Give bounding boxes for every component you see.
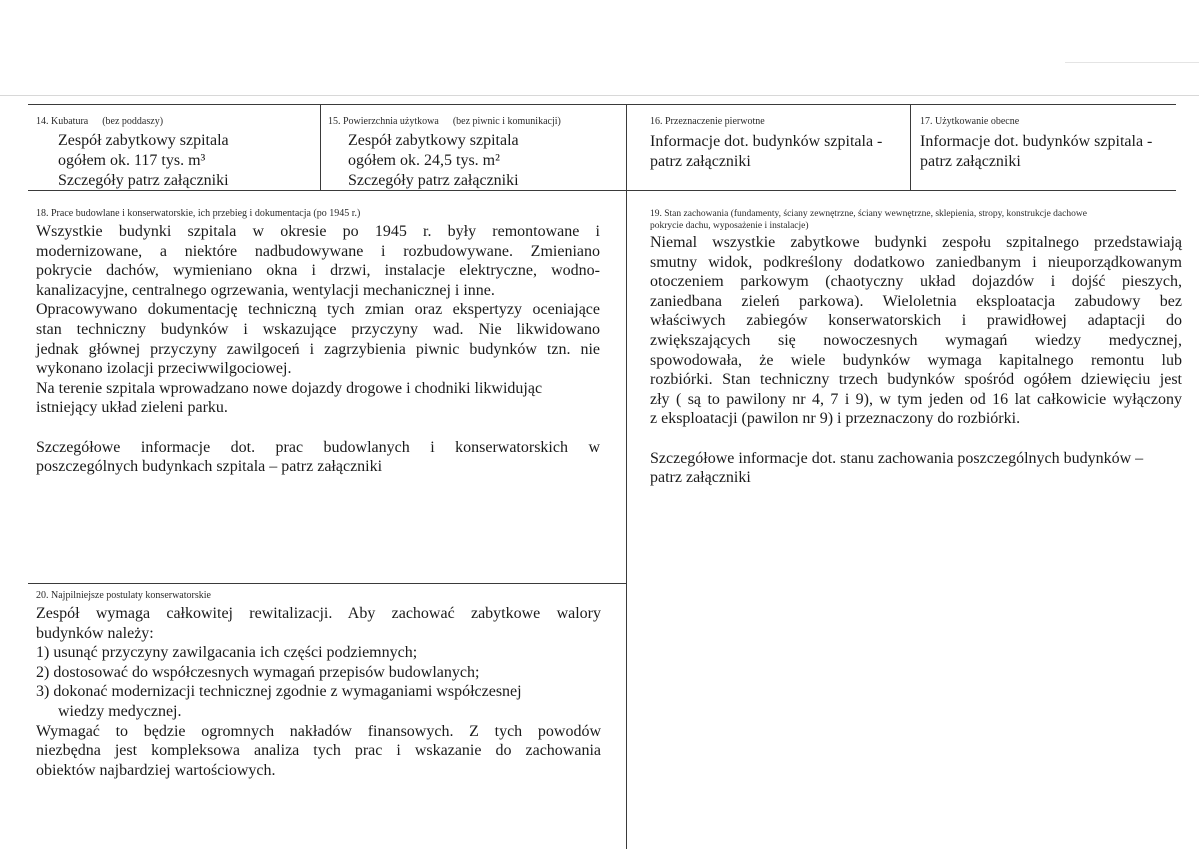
field-16-line-2: patrz załączniki xyxy=(650,153,751,170)
field-20-conservation-postulates xyxy=(36,590,601,780)
field-20-line-8: niezbędna jest kompleksowa analiza tych prac i wskazanie do zachowania xyxy=(36,742,601,760)
grid-line-row2-bottom xyxy=(28,583,626,584)
field-14-cubature xyxy=(36,116,316,191)
field-15-usable-area xyxy=(328,116,623,191)
field-14-sublabel: (bez poddaszy) xyxy=(102,116,164,127)
field-19-line-9: zły ( są to pawilony nr 4, 7 i 9), w tym jeden od 16 lat całkowicie wyłączony xyxy=(650,390,1182,408)
field-19-line-6: zwiększających się nowoczesnych wymagań wiedzy medycznej, xyxy=(650,331,1182,349)
paragraph-gap xyxy=(36,418,600,438)
grid-line-col1 xyxy=(320,104,321,190)
scan-line-top xyxy=(0,95,1199,96)
field-19-label-line-2: pokrycie dachu, wyposażenie i instalacje) xyxy=(650,221,809,231)
field-19-line-1: Niemal wszystkie zabytkowe budynki zespołu szpitalnego przedstawiają xyxy=(650,234,1182,251)
field-15-label: 15. Powierzchnia użytkowa xyxy=(328,116,439,127)
field-14-label-row xyxy=(36,116,316,128)
field-17-line-1: Informacje dot. budynków szpitala - xyxy=(920,133,1153,150)
field-19-line-13: patrz załączniki xyxy=(650,469,751,487)
field-19-line-12: Szczegółowe informacje dot. stanu zachowania poszczególnych budynków – xyxy=(650,449,1144,467)
field-20-line-3: 1) usunąć przyczyny zawilgacania ich części podziemnych; xyxy=(36,644,418,662)
field-18-line-12: Szczegółowe informacje dot. prac budowlanych i konserwatorskich w xyxy=(36,438,600,456)
field-17-label: 17. Użytkowanie obecne xyxy=(920,116,1020,127)
field-17-current-use xyxy=(920,116,1176,172)
field-19-line-3: otoczeniem parkowym (chaotyczny układ dojazdów i dojść pieszych, xyxy=(650,273,1182,291)
field-19-line-2: smutny widok, podkreślony dodatkowo zaniedbanym i nieuporządkowanym xyxy=(650,253,1182,271)
field-15-line-3: Szczegóły patrz załączniki xyxy=(348,172,519,189)
field-19-line-8: rozbiórki. Stan techniczny trzech budynków spośród ogółem dziewięciu jest xyxy=(650,371,1182,389)
field-19-line-5: właściwych zabiegów konserwatorskich i prawidłowej adaptacji do xyxy=(650,312,1182,330)
field-18-line-8: wykonano izolacji przeciwwilgociowej. xyxy=(36,360,292,378)
field-16-label: 16. Przeznaczenie pierwotne xyxy=(650,116,765,127)
field-19-label-line-1: 19. Stan zachowania (fundamenty, ściany zewnętrzne, ściany wewnętrzne, sklepienia, stropy, konstrukcje dachowe xyxy=(650,209,1087,219)
field-15-line-1: Zespół zabytkowy szpitala xyxy=(348,132,519,149)
field-20-line-4: 2) dostosować do współczesnych wymagań przepisów budowlanych; xyxy=(36,663,480,681)
field-15-line-2: ogółem ok. 24,5 tys. m² xyxy=(348,152,500,169)
field-14-label: 14. Kubatura xyxy=(36,116,89,127)
field-20-line-9: obiektów najbardziej wartościowych. xyxy=(36,761,276,779)
field-18-line-4: kanalizacyjne, centralnego ogrzewania, wentylacji mechanicznej i inne. xyxy=(36,281,495,299)
field-15-sublabel: (bez piwnic i komunikacji) xyxy=(452,116,561,127)
field-14-line-1: Zespół zabytkowy szpitala xyxy=(58,132,229,149)
field-20-line-1: Zespół wymaga całkowitej rewitalizacji. Aby zachować zabytkowe walory xyxy=(36,605,601,622)
grid-line-col3 xyxy=(910,104,911,190)
field-19-state-of-preservation xyxy=(650,208,1182,488)
scan-line-right xyxy=(1065,62,1199,63)
field-14-line-3: Szczegóły patrz załączniki xyxy=(58,172,229,189)
field-16-original-purpose xyxy=(650,116,908,172)
paragraph-gap xyxy=(650,429,1182,449)
field-18-label: 18. Prace budowlane i konserwatorskie, ich przebieg i dokumentacja (po 1945 r.) xyxy=(36,208,361,219)
field-17-line-2: patrz załączniki xyxy=(920,153,1021,170)
field-18-line-6: stan techniczny budynków i wskazujące przyczyny wad. Nie likwidowano xyxy=(36,320,600,338)
field-18-line-9: Na terenie szpitala wprowadzano nowe dojazdy drogowe i chodniki likwidując xyxy=(36,379,543,397)
field-14-line-2: ogółem ok. 117 tys. m³ xyxy=(58,152,206,169)
field-18-line-5: Opracowywano dokumentację techniczną tych zmian oraz ekspertyzy oceniające xyxy=(36,301,600,319)
field-18-line-10: istniejący układ zieleni parku. xyxy=(36,399,228,417)
field-18-line-1: Wszystkie budynki szpitala w okresie po 1945 r. były remontowane i xyxy=(36,223,600,240)
field-19-line-10: z eksploatacji (pawilon nr 9) i przeznaczony do rozbiórki. xyxy=(650,410,1021,428)
field-18-line-13: poszczególnych budynkach szpitala – patrz załączniki xyxy=(36,458,383,476)
field-20-line-5: 3) dokonać modernizacji technicznej zgodnie z wymaganiami współczesnej xyxy=(36,683,522,701)
field-20-line-2: budynków należy: xyxy=(36,624,154,642)
field-20-label: 20. Najpilniejsze postulaty konserwatorskie xyxy=(36,590,211,601)
grid-line-top xyxy=(28,104,1176,105)
field-19-line-7: spowodowała, że wiele budynków wymaga kapitalnego remontu lub xyxy=(650,351,1182,369)
field-18-line-7: jednak głównej przyczyny zawilgoceń i zagrzybienia piwnic budynków tzn. nie xyxy=(36,340,600,358)
field-15-label-row xyxy=(328,116,623,128)
field-18-line-2: modernizowane, a niektóre nadbudowywane i rozbudowywane. Zmieniano xyxy=(36,242,600,260)
field-16-line-1: Informacje dot. budynków szpitala - xyxy=(650,133,883,150)
field-18-construction-works xyxy=(36,208,600,477)
field-19-line-4: zaniedbana zieleń parkowa). Wieloletnia eksploatacja zabudowy bez xyxy=(650,292,1182,310)
field-20-line-6: wiedzy medycznej. xyxy=(58,702,182,720)
field-20-line-7: Wymagać to będzie ogromnych nakładów finansowych. Z tych powodów xyxy=(36,722,601,740)
field-18-line-3: pokrycie dachów, wymieniano okna i drzwi, instalacje elektryczne, wodno- xyxy=(36,262,600,280)
grid-line-center xyxy=(626,104,627,849)
